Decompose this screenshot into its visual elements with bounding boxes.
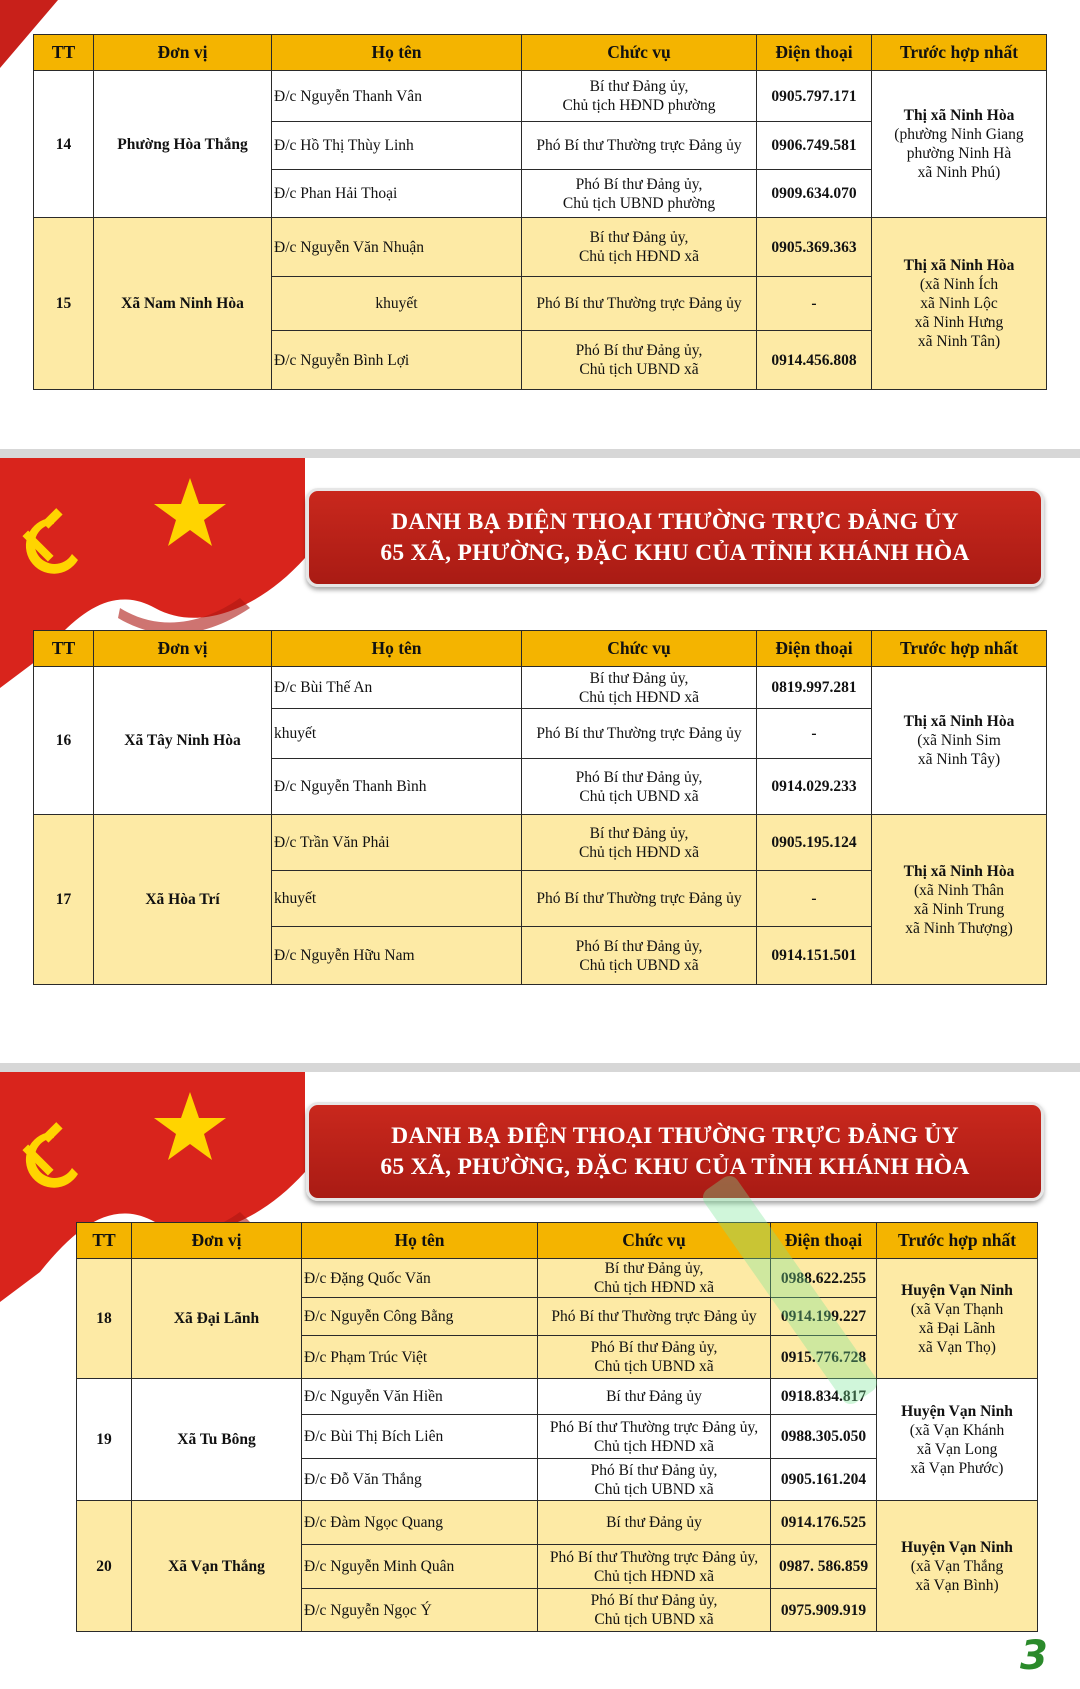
- header-prev: Trước hợp nhất: [872, 35, 1047, 71]
- person-name: Đ/c Đặng Quốc Văn: [302, 1259, 538, 1298]
- previous-unit-cell: [877, 1379, 1038, 1501]
- person-name: Đ/c Nguyễn Hữu Nam: [272, 927, 522, 985]
- table-row: [34, 815, 1047, 871]
- header-phone: Điện thoại: [757, 35, 872, 71]
- unit-name: Xã Vạn Thắng: [132, 1501, 302, 1632]
- previous-unit-cell: [877, 1259, 1038, 1379]
- position: Phó Bí thư Thường trực Đảng ủy: [522, 277, 757, 331]
- previous-unit-cell: [872, 71, 1047, 218]
- table-row: [77, 1379, 1038, 1415]
- banner-line2: 65 XÃ, PHƯỜNG, ĐẶC KHU CỦA TỈNH KHÁNH HÒA: [380, 539, 970, 566]
- position: Bí thư Đảng ủy: [538, 1501, 771, 1545]
- phone-number: 0914.199.227: [771, 1298, 877, 1336]
- table-row: [34, 218, 1047, 277]
- unit-name: Xã Tu Bông: [132, 1379, 302, 1501]
- header-phone: Điện thoại: [771, 1223, 877, 1259]
- previous-unit-title: Huyện Vạn Ninh: [901, 1402, 1013, 1420]
- table-row: [77, 1501, 1038, 1545]
- previous-unit-title: Huyện Vạn Ninh: [901, 1538, 1013, 1556]
- person-name: Đ/c Nguyễn Bình Lợi: [272, 331, 522, 390]
- header-position: Chức vụ: [538, 1223, 771, 1259]
- person-name: Đ/c Phạm Trúc Việt: [302, 1336, 538, 1379]
- phone-number: -: [757, 277, 872, 331]
- header-tt: TT: [34, 35, 94, 71]
- previous-unit-members: (xã Ninh Thân xã Ninh Trung xã Ninh Thượng): [905, 881, 1013, 937]
- phone-number: -: [757, 871, 872, 927]
- header-unit: Đơn vị: [94, 631, 272, 667]
- person-name: Đ/c Nguyễn Văn Hiền: [302, 1379, 538, 1415]
- position: Phó Bí thư Thường trực Đảng ủy: [538, 1298, 771, 1336]
- phone-number: 0914.029.233: [757, 759, 872, 815]
- previous-unit-cell: [872, 667, 1047, 815]
- position: Phó Bí thư Đảng ủy, Chủ tịch UBND xã: [538, 1336, 771, 1379]
- phone-number: 0905.369.363: [757, 218, 872, 277]
- person-name: Đ/c Phan Hải Thoại: [272, 170, 522, 218]
- previous-unit-members: (xã Vạn Thắng xã Vạn Bình): [910, 1557, 1004, 1594]
- person-name: Đ/c Đỗ Văn Thắng: [302, 1459, 538, 1501]
- header-name: Họ tên: [272, 631, 522, 667]
- header-unit: Đơn vị: [132, 1223, 302, 1259]
- table-row: [34, 71, 1047, 122]
- previous-unit-members: (xã Ninh Sim xã Ninh Tây): [917, 732, 1001, 768]
- header-row: [77, 1223, 1038, 1259]
- phone-number: 0988.622.255: [771, 1259, 877, 1298]
- header-prev: Trước hợp nhất: [872, 631, 1047, 667]
- header-prev: Trước hợp nhất: [877, 1223, 1038, 1259]
- unit-name: Xã Hòa Trí: [94, 815, 272, 985]
- previous-unit-title: Huyện Vạn Ninh: [901, 1281, 1013, 1299]
- position: Bí thư Đảng ủy, Chủ tịch HĐND xã: [522, 667, 757, 709]
- directory-banner-1: [306, 488, 1044, 587]
- person-name: Đ/c Nguyễn Văn Nhuận: [272, 218, 522, 277]
- header-tt: TT: [77, 1223, 132, 1259]
- previous-unit-title: Thị xã Ninh Hòa: [903, 107, 1015, 124]
- person-name: Đ/c Đàm Ngọc Quang: [302, 1501, 538, 1545]
- phone-number: 0914.456.808: [757, 331, 872, 390]
- person-name: Đ/c Nguyễn Công Bằng: [302, 1298, 538, 1336]
- position: Phó Bí thư Thường trực Đảng ủy, Chủ tịch HĐND xã: [538, 1415, 771, 1459]
- position: Phó Bí thư Đảng ủy, Chủ tịch UBND xã: [522, 331, 757, 390]
- phone-number: 0906.749.581: [757, 122, 872, 170]
- person-name: Đ/c Bùi Thế An: [272, 667, 522, 709]
- phone-number: 0988.305.050: [771, 1415, 877, 1459]
- person-name: Đ/c Nguyễn Minh Quân: [302, 1545, 538, 1589]
- section-divider: [0, 449, 1080, 458]
- phone-number: 0915.776.728: [771, 1336, 877, 1379]
- unit-name: Xã Nam Ninh Hòa: [94, 218, 272, 390]
- position: Phó Bí thư Thường trực Đảng ủy, Chủ tịch HĐND xã: [538, 1545, 771, 1589]
- person-name: Đ/c Trần Văn Phải: [272, 815, 522, 871]
- unit-number: 15: [34, 218, 94, 390]
- person-name: Đ/c Nguyễn Thanh Vân: [272, 71, 522, 122]
- previous-unit-title: Thị xã Ninh Hòa: [903, 713, 1015, 730]
- previous-unit-members: (phường Ninh Giang phường Ninh Hà xã Ninh Phú): [894, 126, 1024, 181]
- person-name: khuyết: [272, 277, 522, 331]
- section-divider: [0, 1063, 1080, 1072]
- header-phone: Điện thoại: [757, 631, 872, 667]
- previous-unit-members: (xã Vạn Khánh xã Vạn Long xã Vạn Phước): [909, 1421, 1005, 1477]
- position: Phó Bí thư Thường trực Đảng ủy: [522, 709, 757, 759]
- header-unit: Đơn vị: [94, 35, 272, 71]
- table-row: [34, 667, 1047, 709]
- unit-number: 16: [34, 667, 94, 815]
- directory-table-2: [33, 630, 1047, 985]
- person-name: Đ/c Bùi Thị Bích Liên: [302, 1415, 538, 1459]
- header-row: [34, 35, 1047, 71]
- previous-unit-title: Thị xã Ninh Hòa: [903, 257, 1015, 274]
- header-tt: TT: [34, 631, 94, 667]
- header-name: Họ tên: [302, 1223, 538, 1259]
- phone-number: 0905.195.124: [757, 815, 872, 871]
- banner-line2: 65 XÃ, PHƯỜNG, ĐẶC KHU CỦA TỈNH KHÁNH HÒA: [380, 1153, 970, 1180]
- banner-line1: DANH BẠ ĐIỆN THOẠI THƯỜNG TRỰC ĐẢNG ỦY: [391, 1122, 959, 1149]
- directory-table-3: [76, 1222, 1038, 1632]
- unit-name: Xã Đại Lãnh: [132, 1259, 302, 1379]
- person-name: khuyết: [272, 709, 522, 759]
- header-position: Chức vụ: [522, 35, 757, 71]
- header-row: [34, 631, 1047, 667]
- person-name: Đ/c Nguyễn Ngọc Ý: [302, 1589, 538, 1632]
- position: Bí thư Đảng ủy, Chủ tịch HĐND xã: [522, 815, 757, 871]
- unit-number: 17: [34, 815, 94, 985]
- header-position: Chức vụ: [522, 631, 757, 667]
- position: Phó Bí thư Đảng ủy, Chủ tịch UBND xã: [522, 759, 757, 815]
- position: Phó Bí thư Đảng ủy, Chủ tịch UBND xã: [538, 1589, 771, 1632]
- phone-number: 0975.909.919: [771, 1589, 877, 1632]
- previous-unit-members: (xã Ninh Ích xã Ninh Lộc xã Ninh Hưng xã Ninh Tân): [914, 276, 1004, 350]
- unit-number: 18: [77, 1259, 132, 1379]
- person-name: Đ/c Nguyễn Thanh Bình: [272, 759, 522, 815]
- phone-number: 0905.161.204: [771, 1459, 877, 1501]
- previous-unit-cell: [877, 1501, 1038, 1632]
- phone-number: 0819.997.281: [757, 667, 872, 709]
- previous-unit-cell: [872, 218, 1047, 390]
- phone-number: 0905.797.171: [757, 71, 872, 122]
- phone-number: 0914.176.525: [771, 1501, 877, 1545]
- unit-number: 14: [34, 71, 94, 218]
- directory-banner-2: [306, 1102, 1044, 1201]
- position: Phó Bí thư Đảng ủy, Chủ tịch UBND xã: [538, 1459, 771, 1501]
- phone-number: 0909.634.070: [757, 170, 872, 218]
- position: Bí thư Đảng ủy, Chủ tịch HĐND xã: [538, 1259, 771, 1298]
- position: Bí thư Đảng ủy, Chủ tịch HĐND phường: [522, 71, 757, 122]
- phone-number: 0914.151.501: [757, 927, 872, 985]
- phone-number: 0918.834.817: [771, 1379, 877, 1415]
- previous-unit-members: (xã Vạn Thạnh xã Đại Lãnh xã Vạn Thọ): [910, 1300, 1004, 1356]
- position: Bí thư Đảng ủy: [538, 1379, 771, 1415]
- person-name: Đ/c Hồ Thị Thùy Linh: [272, 122, 522, 170]
- position: Phó Bí thư Thường trực Đảng ủy: [522, 122, 757, 170]
- table-row: [77, 1259, 1038, 1298]
- position: Phó Bí thư Đảng ủy, Chủ tịch UBND xã: [522, 927, 757, 985]
- previous-unit-title: Thị xã Ninh Hòa: [903, 862, 1015, 880]
- unit-number: 19: [77, 1379, 132, 1501]
- banner-line1: DANH BẠ ĐIỆN THOẠI THƯỜNG TRỰC ĐẢNG ỦY: [391, 508, 959, 535]
- unit-name: Phường Hòa Thắng: [94, 71, 272, 218]
- position: Phó Bí thư Thường trực Đảng ủy: [522, 871, 757, 927]
- header-name: Họ tên: [272, 35, 522, 71]
- unit-name: Xã Tây Ninh Hòa: [94, 667, 272, 815]
- position: Phó Bí thư Đảng ủy, Chủ tịch UBND phường: [522, 170, 757, 218]
- position: Bí thư Đảng ủy, Chủ tịch HĐND xã: [522, 218, 757, 277]
- phone-number: -: [757, 709, 872, 759]
- previous-unit-cell: [872, 815, 1047, 985]
- unit-number: 20: [77, 1501, 132, 1632]
- page-number: 3: [1020, 1633, 1048, 1679]
- directory-table-1: [33, 34, 1047, 390]
- phone-number: 0987. 586.859: [771, 1545, 877, 1589]
- person-name: khuyết: [272, 871, 522, 927]
